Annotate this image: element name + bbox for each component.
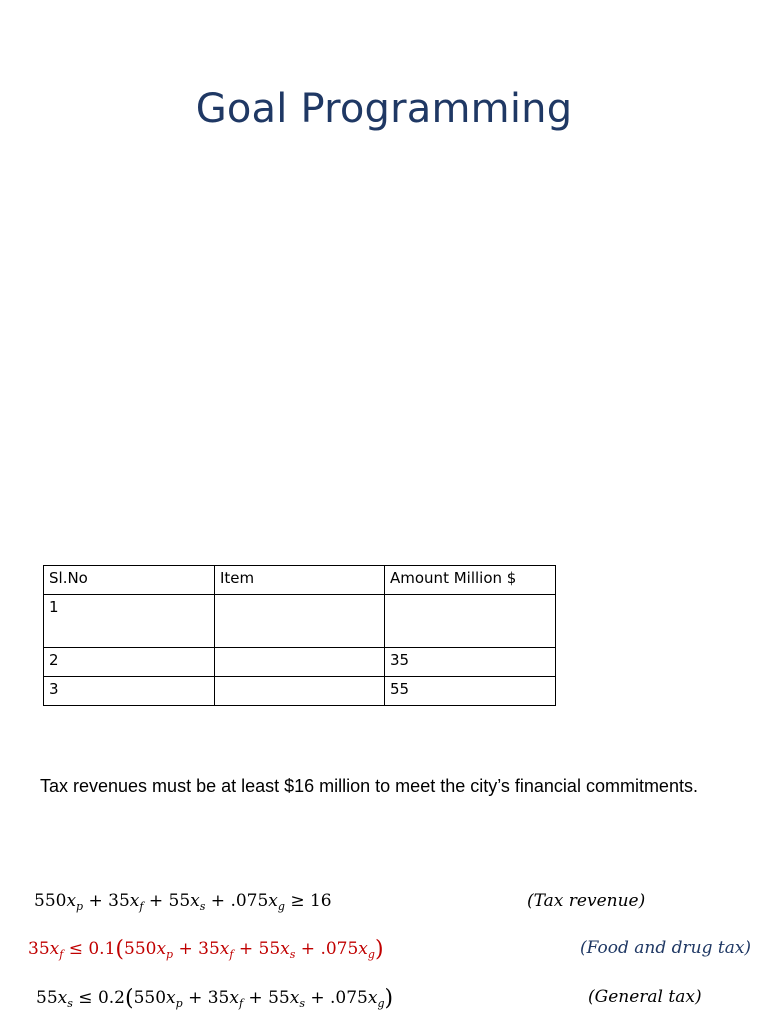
eq-coef: + 35 — [83, 891, 130, 911]
eq-coef: 550 — [124, 939, 157, 959]
eq-paren: ( — [115, 937, 124, 962]
cell-sl-no: 1 — [44, 595, 215, 648]
eq-coef: + 35 — [173, 939, 220, 959]
eq-var: x — [268, 891, 278, 911]
eq-var: x — [367, 988, 378, 1008]
items-table — [43, 565, 556, 706]
cell-item — [215, 648, 385, 677]
eq-sub: f — [238, 997, 244, 1010]
eq-coef: 550 — [133, 988, 167, 1008]
eq-sub: p — [175, 997, 183, 1010]
header-item: Item — [215, 566, 385, 595]
eq-sub: s — [67, 997, 73, 1010]
eq-coef: 550 — [34, 891, 67, 911]
eq-sub: f — [59, 948, 64, 961]
eq-coef: 55 — [36, 988, 58, 1008]
eq-paren: ) — [374, 937, 384, 962]
label-food-drug-tax: (Food and drug tax) — [580, 938, 752, 958]
equation-tax-revenue — [34, 891, 332, 911]
eq-coef: + 55 — [243, 988, 290, 1008]
page-title: Goal Programming — [195, 86, 573, 132]
eq-var: x — [358, 939, 368, 959]
eq-coef: 35 — [28, 939, 50, 959]
eq-coef: + .075 — [205, 891, 269, 911]
eq-var: x — [156, 939, 167, 959]
label-tax-revenue: (Tax revenue) — [527, 891, 646, 911]
eq-sub: s — [299, 997, 305, 1010]
eq-rhs: ≥ 16 — [284, 891, 332, 911]
eq-sub: f — [229, 948, 234, 961]
eq-sub: s — [199, 900, 206, 913]
cell-sl-no: 3 — [44, 677, 215, 706]
eq-coef: + 55 — [233, 939, 281, 959]
eq-sub: g — [377, 997, 385, 1010]
eq-var: x — [129, 891, 140, 911]
cell-amount — [385, 595, 556, 648]
eq-coef: + .075 — [304, 988, 368, 1008]
eq-var: x — [219, 939, 230, 959]
table-row — [44, 648, 556, 677]
cell-sl-no: 2 — [44, 648, 215, 677]
eq-var: x — [229, 988, 239, 1008]
cell-item — [215, 595, 385, 648]
eq-paren: ( — [124, 986, 134, 1011]
eq-var: x — [280, 939, 290, 959]
eq-coef: + .075 — [295, 939, 359, 959]
cell-amount: 55 — [385, 677, 556, 706]
cell-item — [215, 677, 385, 706]
header-sl-no: Sl.No — [44, 566, 215, 595]
equation-general-tax — [36, 986, 393, 1011]
eq-var: x — [49, 939, 60, 959]
label-general-tax: (General tax) — [588, 987, 702, 1007]
eq-var: x — [66, 891, 77, 911]
table-row — [44, 677, 556, 706]
eq-var: x — [289, 988, 300, 1008]
statement-text: Tax revenues must be at least $16 million to meet the city’s financial commitments. — [40, 776, 698, 796]
eq-var: x — [166, 988, 176, 1008]
eq-relation: ≤ 0.1 — [63, 939, 116, 959]
eq-paren: ) — [384, 986, 394, 1011]
eq-var: x — [190, 891, 200, 911]
table-row — [44, 595, 556, 648]
eq-relation: ≤ 0.2 — [72, 988, 125, 1008]
cell-amount: 35 — [385, 648, 556, 677]
equation-food-drug-tax — [28, 937, 384, 962]
eq-sub: s — [289, 948, 296, 961]
eq-sub: p — [76, 900, 84, 913]
eq-coef: + 35 — [182, 988, 230, 1008]
eq-sub: f — [139, 900, 144, 913]
eq-sub: p — [166, 948, 174, 961]
eq-var: x — [57, 988, 68, 1008]
eq-sub: g — [367, 948, 375, 961]
header-amount: Amount Million $ — [385, 566, 556, 595]
table-header-row — [44, 566, 556, 595]
eq-sub: g — [277, 900, 285, 913]
eq-coef: + 55 — [143, 891, 191, 911]
